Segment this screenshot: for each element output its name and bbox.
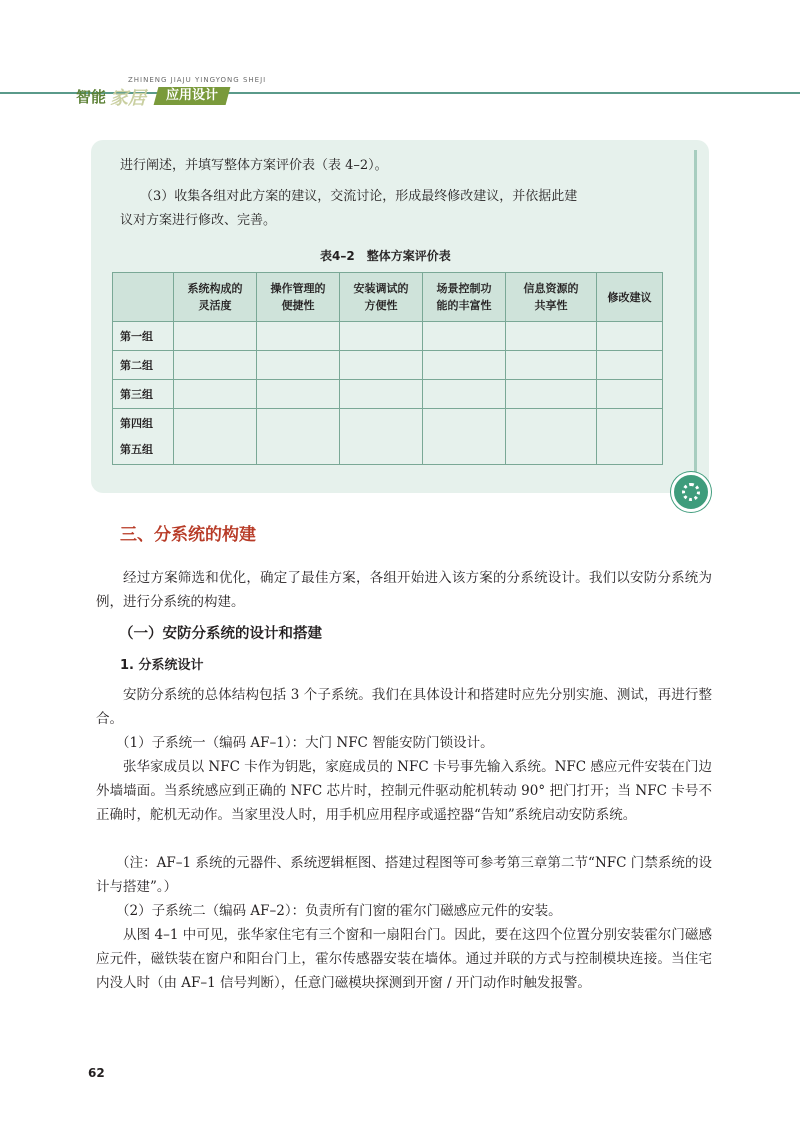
col-header-line2: 能的丰富性 [436, 299, 492, 312]
book-title-badge [76, 84, 236, 109]
row-label-pair [113, 409, 174, 465]
table-cell [257, 409, 340, 465]
row-label: 第二组 [113, 351, 174, 380]
col-header [174, 273, 257, 322]
col-header-line2: 便捷性 [281, 299, 315, 312]
table-caption: 表4–2 整体方案评价表 [320, 249, 451, 263]
box-line-3: 议对方案进行修改、完善。 [120, 213, 277, 228]
table-cell [506, 380, 597, 409]
table-cell [174, 380, 257, 409]
col-header-line1: 信息资源的 [523, 282, 579, 295]
table-cell [423, 380, 506, 409]
row-label: 第一组 [113, 322, 174, 351]
paragraph-intro: 经过方案筛选和优化，确定了最佳方案，各组开始进入该方案的分系统设计。我们以安防分系统为例，进行分系统的构建。 [96, 570, 712, 610]
table-cell [423, 351, 506, 380]
table-row [113, 322, 663, 351]
table-cell [506, 351, 597, 380]
book-title-part-c [154, 87, 231, 105]
book-title-part-a: 智能 [76, 88, 107, 106]
col-header [423, 273, 506, 322]
table-cell [174, 351, 257, 380]
table-cell [340, 322, 423, 351]
paragraph-hall-sensor: 从图 4–1 中可见，张华家住宅有三个窗和一扇阳台门。因此，要在这四个位置分别安装霍尔门磁感应元件，磁铁装在窗户和阳台门上，霍尔传感器安装在墙体。通过并联的方式与控制模块连接。当住宅内没人时（由 AF–1 信号判断），任意门磁模块探测到开窗 / 开门动作时触发报警。 [96, 927, 712, 991]
table-header-row [113, 273, 663, 322]
table-cell [257, 380, 340, 409]
col-header [506, 273, 597, 322]
table-cell [174, 409, 257, 465]
evaluation-table [112, 272, 663, 465]
col-header-line2: 方便性 [364, 299, 398, 312]
subsection-heading: （一）安防分系统的设计和搭建 [119, 626, 322, 642]
section-heading: 三、分系统的构建 [120, 525, 256, 545]
table-cell [423, 409, 506, 465]
col-header [597, 273, 663, 322]
table-row [113, 380, 663, 409]
col-header-line1: 系统构成的 [187, 282, 243, 295]
activity-box-rule [694, 150, 697, 480]
col-header-line1: 场景控制功 [436, 282, 492, 295]
row-label: 第四组 [120, 416, 153, 430]
paragraph-nfc: 张华家成员以 NFC 卡作为钥匙，家庭成员的 NFC 卡号事先输入系统。NFC 感应元件安装在门边外墙墙面。当系统感应到正确的 NFC 芯片时，控制元件驱动舵机转动 90° 把门打开；当 NFC 卡号不正确时，舵机无动作。当家里没人时，用手机应用程序或遥控器“告知”系统启动安防系统。 [96, 759, 712, 823]
table-cell [506, 322, 597, 351]
col-header-line1: 安装调试的 [353, 282, 409, 295]
col-header-line2: 共享性 [534, 299, 568, 312]
table-row [113, 351, 663, 380]
running-header [0, 76, 800, 109]
table-cell [174, 322, 257, 351]
col-header-line1: 操作管理的 [270, 282, 326, 295]
table-cell [340, 380, 423, 409]
row-label: 第五组 [120, 442, 153, 456]
table-cell [340, 409, 423, 465]
table-row [113, 409, 663, 465]
col-header [257, 273, 340, 322]
table-corner-cell [113, 273, 174, 322]
table-cell [340, 351, 423, 380]
paragraph-note: （注：AF–1 系统的元器件、系统逻辑框图、搭建过程图等可参考第三章第二节“NFC 门禁系统的设计与搭建”。） [96, 855, 712, 895]
col-header-line2: 灵活度 [198, 299, 232, 312]
page-number: 62 [88, 1066, 105, 1080]
box-line-2: （3）收集各组对此方案的建议，交流讨论，形成最终修改建议，并依据此建 [140, 189, 578, 204]
row-label: 第三组 [113, 380, 174, 409]
book-title-part-b: 家居 [110, 88, 146, 109]
table-cell [506, 409, 597, 465]
paragraph-structure: 安防分系统的总体结构包括 3 个子系统。我们在具体设计和搭建时应先分别实施、测试，再进行整合。 [96, 687, 712, 727]
table-cell [423, 322, 506, 351]
book-title-part-c-text: 应用设计 [165, 88, 218, 103]
box-line-1: 进行阐述，并填写整体方案评价表（表 4–2）。 [120, 158, 388, 173]
paragraph-subsystem-2: （2）子系统二（编码 AF–2）：负责所有门窗的霍尔门磁感应元件的安装。 [116, 903, 562, 919]
table-cell [257, 351, 340, 380]
header-pinyin: ZHINENG JIAJU YINGYONG SHEJI [128, 76, 267, 84]
table-cell [597, 351, 663, 380]
table-cell [597, 409, 663, 465]
table-cell [257, 322, 340, 351]
table-cell [597, 322, 663, 351]
col-header-line1: 修改建议 [607, 290, 652, 304]
table-cell [597, 380, 663, 409]
gear-icon [671, 472, 711, 512]
paragraph-subsystem-1: （1）子系统一（编码 AF–1）：大门 NFC 智能安防门锁设计。 [116, 735, 494, 751]
col-header [340, 273, 423, 322]
sub-subsection-heading: 1. 分系统设计 [120, 658, 204, 673]
